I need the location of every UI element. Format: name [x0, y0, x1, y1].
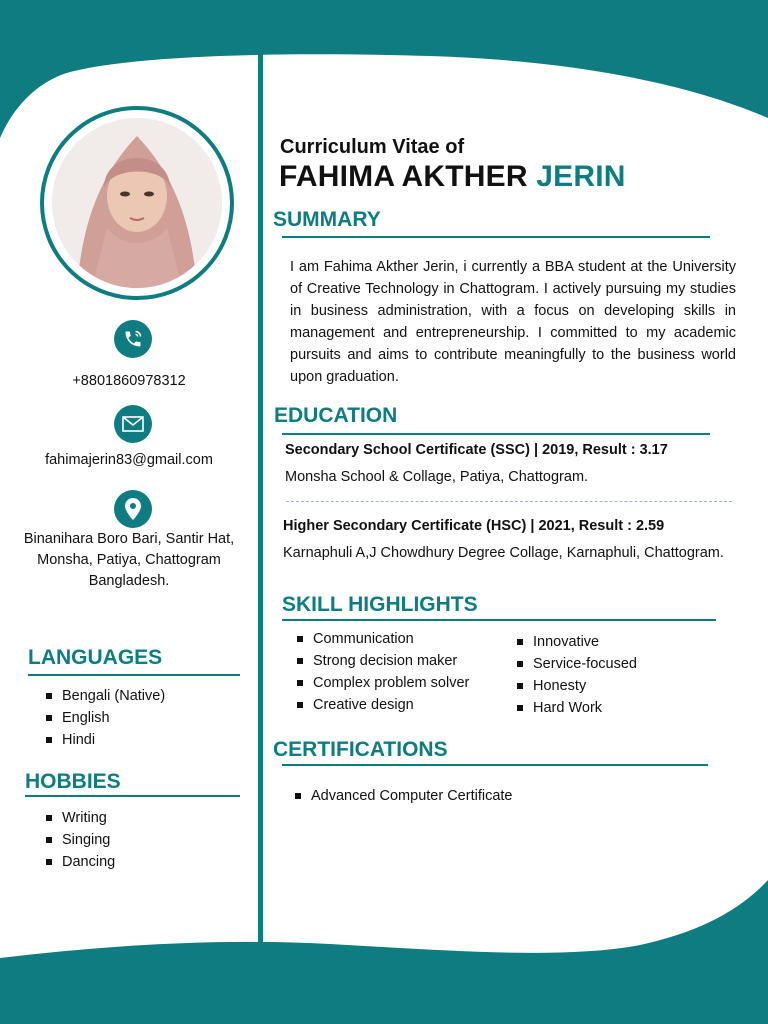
address-line: Bangladesh.	[88, 573, 170, 589]
bottom-wave	[0, 880, 768, 1024]
column-divider	[258, 54, 263, 950]
address-line: Binanihara Boro Bari, Santir Hat,	[23, 531, 235, 547]
first-names: FAHIMA AKTHER	[279, 160, 528, 193]
envelope-icon	[114, 405, 152, 443]
skills-heading: SKILL HIGHLIGHTS	[282, 593, 478, 616]
list-item: Complex problem solver	[295, 672, 469, 694]
list-item: Honesty	[515, 675, 637, 697]
languages-heading: LANGUAGES	[28, 646, 163, 669]
summary-rule	[282, 236, 710, 238]
list-item: Singing	[44, 829, 115, 851]
address	[0, 529, 258, 592]
list-item: Dancing	[44, 851, 115, 873]
hobbies-rule	[25, 795, 240, 797]
list-item: Advanced Computer Certificate	[293, 785, 513, 807]
skills-list-left	[295, 628, 469, 716]
map-pin-icon	[114, 490, 152, 528]
skills-list-right	[515, 631, 637, 719]
list-item: Writing	[44, 807, 115, 829]
last-name: JERIN	[536, 160, 626, 193]
person-avatar-icon	[52, 118, 222, 288]
education-hsc-school: Karnaphuli A,J Chowdhury Degree Collage, Karnaphuli, Chattogram.	[283, 545, 724, 561]
hobbies-heading: HOBBIES	[25, 770, 121, 793]
list-item: Hard Work	[515, 697, 637, 719]
profile-photo-frame	[40, 106, 234, 300]
summary-heading: SUMMARY	[273, 208, 381, 231]
list-item: Bengali (Native)	[44, 685, 165, 707]
certifications-heading: CERTIFICATIONS	[273, 738, 448, 761]
list-item: English	[44, 707, 165, 729]
profile-photo	[52, 118, 222, 288]
list-item: Strong decision maker	[295, 650, 469, 672]
page-title	[279, 160, 626, 194]
phone-icon	[114, 320, 152, 358]
education-hsc-title: Higher Secondary Certificate (HSC) | 2021, Result : 2.59	[283, 518, 665, 534]
hobbies-list	[44, 807, 115, 873]
list-item: Hindi	[44, 729, 165, 751]
list-item: Innovative	[515, 631, 637, 653]
education-ssc-title: Secondary School Certificate (SSC) | 2019, Result : 3.17	[285, 442, 668, 458]
education-heading: EDUCATION	[274, 404, 398, 427]
languages-list	[44, 685, 165, 751]
list-item: Creative design	[295, 694, 469, 716]
education-rule	[282, 433, 710, 435]
list-item: Communication	[295, 628, 469, 650]
cv-subtitle: Curriculum Vitae of	[280, 136, 465, 158]
email-address: fahimajerin83@gmail.com	[45, 452, 213, 468]
education-separator	[286, 501, 732, 502]
address-line: Monsha, Patiya, Chattogram	[37, 552, 221, 568]
list-item: Service-focused	[515, 653, 637, 675]
education-ssc-school: Monsha School & Collage, Patiya, Chattogram.	[285, 469, 589, 485]
languages-rule	[28, 674, 240, 676]
summary-text: I am Fahima Akther Jerin, i currently a BBA student at the University of Creative Technology in Chattogram. I actively pursuing my studies in business administration, with a focus on developing skills in management and entrepreneurship. I committed to my academic pursuits and aims to contribute meaningfully to the business world upon graduation.	[290, 259, 736, 385]
skills-rule	[282, 619, 716, 621]
certifications-list	[293, 785, 513, 807]
phone-number: +8801860978312	[72, 373, 186, 389]
certifications-rule	[282, 764, 708, 766]
